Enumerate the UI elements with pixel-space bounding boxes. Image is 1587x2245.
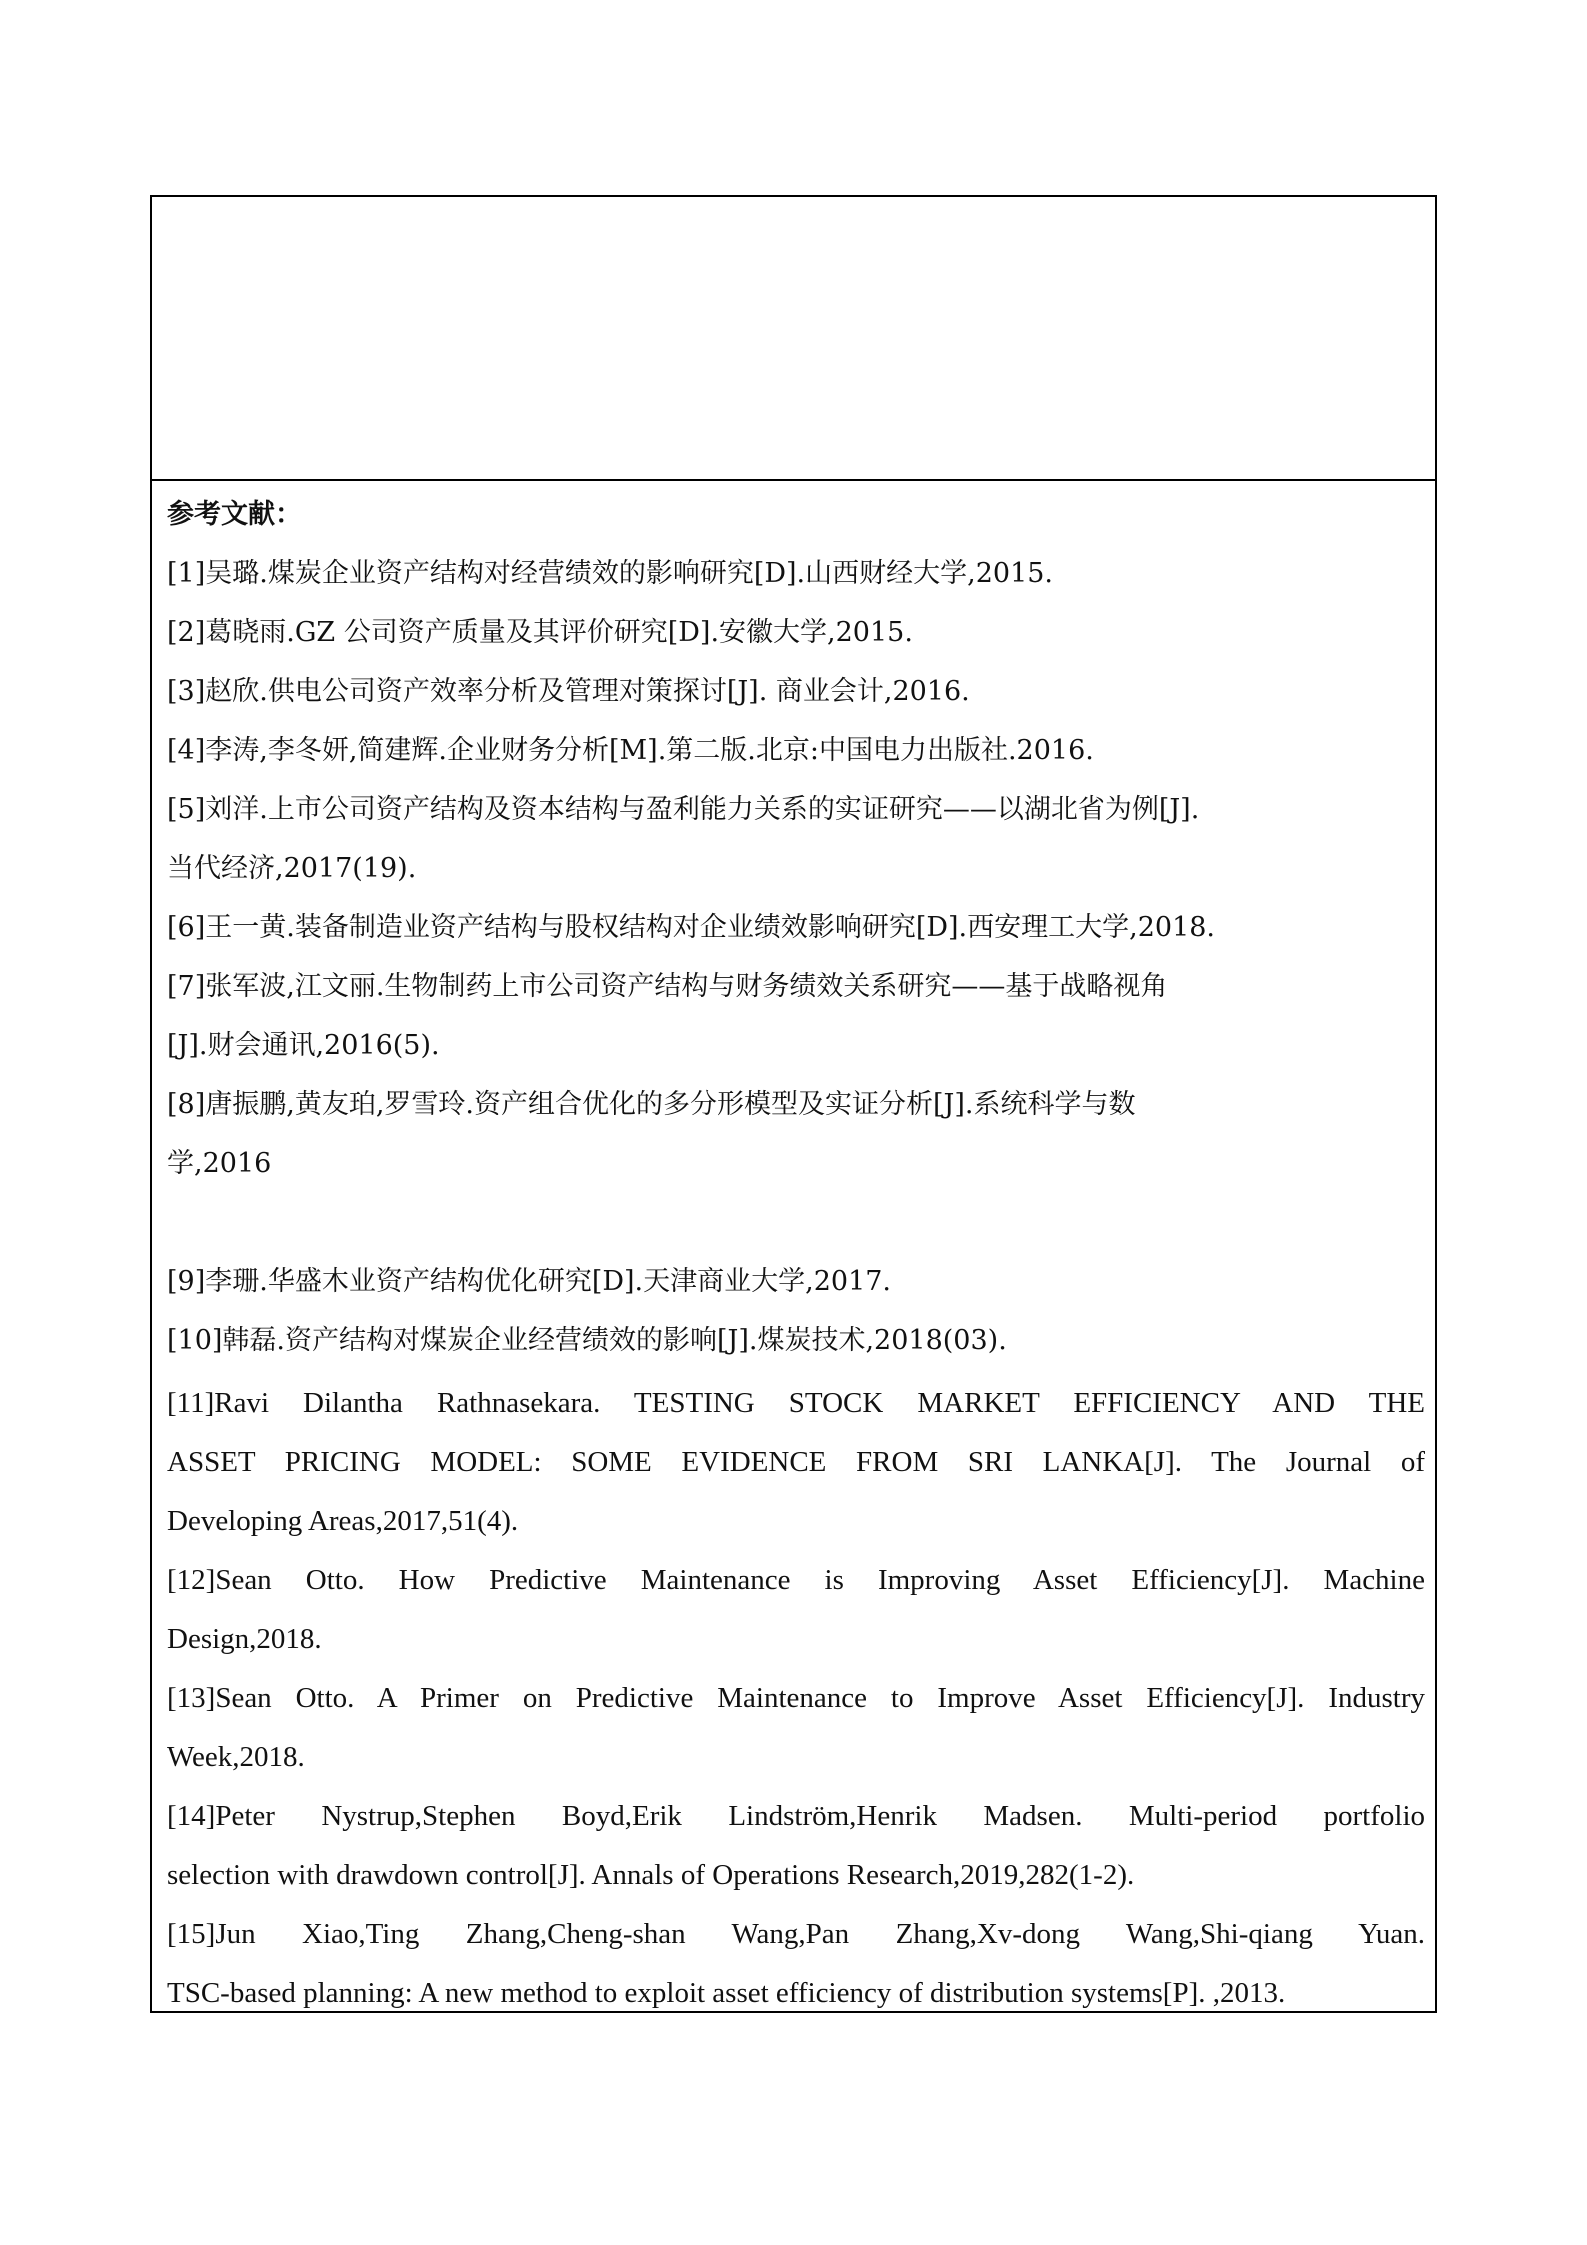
reference-line: [5]刘洋.上市公司资产结构及资本结构与盈利能力关系的实证研究——以湖北省为例[J]. <box>167 794 1200 825</box>
reference-line: ASSET PRICING MODEL: SOME EVIDENCE FROM SRI LANKA[J]. The Journal of <box>167 1446 1425 1478</box>
reference-item <box>167 1905 1425 2023</box>
reference-item <box>167 1374 1425 1551</box>
reference-line: [4]李涛,李冬妍,简建辉.企业财务分析[M].第二版.北京:中国电力出版社.2016. <box>167 735 1094 766</box>
reference-item <box>167 662 1425 721</box>
reference-line: [2]葛晓雨.GZ 公司资产质量及其评价研究[D].安徽大学,2015. <box>167 617 913 648</box>
reference-line: [7]张军波,江文丽.生物制药上市公司资产结构与财务绩效关系研究——基于战略视角 <box>167 971 1168 1002</box>
reference-line: selection with drawdown control[J]. Annals of Operations Research,2019,282(1-2). <box>167 1859 1135 1891</box>
reference-line: [9]李珊.华盛木业资产结构优化研究[D].天津商业大学,2017. <box>167 1266 892 1297</box>
references-section <box>167 485 1425 2023</box>
reference-item <box>167 1787 1425 1905</box>
reference-line: [8]唐振鹏,黄友珀,罗雪玲.资产组合优化的多分形模型及实证分析[J].系统科学与数 <box>167 1089 1136 1120</box>
reference-line: [11]Ravi Dilantha Rathnasekara. TESTING STOCK MARKET EFFICIENCY AND THE <box>167 1387 1425 1419</box>
reference-item <box>167 898 1425 957</box>
reference-line: [6]王一黄.装备制造业资产结构与股权结构对企业绩效影响研究[D].西安理工大学,2018. <box>167 912 1216 943</box>
reference-item <box>167 1075 1425 1193</box>
empty-top-cell <box>152 197 1435 481</box>
reference-line: [14]Peter Nystrup,Stephen Boyd,Erik Lindström,Henrik Madsen. Multi-period portfolio <box>167 1800 1425 1832</box>
reference-item <box>167 1311 1425 1370</box>
reference-item <box>167 1252 1425 1311</box>
reference-line: 当代经济,2017(19). <box>167 853 417 884</box>
reference-line: [3]赵欣.供电公司资产效率分析及管理对策探讨[J]. 商业会计,2016. <box>167 676 970 707</box>
reference-line: [1]吴璐.煤炭企业资产结构对经营绩效的影响研究[D].山西财经大学,2015. <box>167 558 1054 589</box>
reference-line: Week,2018. <box>167 1741 305 1773</box>
reference-item <box>167 780 1425 898</box>
reference-item <box>167 544 1425 603</box>
reference-line: [10]韩磊.资产结构对煤炭企业经营绩效的影响[J].煤炭技术,2018(03). <box>167 1325 1007 1356</box>
reference-line: [J].财会通讯,2016(5). <box>167 1030 440 1061</box>
reference-line: [15]Jun Xiao,Ting Zhang,Cheng-shan Wang,Pan Zhang,Xv-dong Wang,Shi-qiang Yuan. <box>167 1918 1425 1950</box>
reference-item <box>167 1551 1425 1669</box>
reference-item <box>167 1669 1425 1787</box>
reference-line: Design,2018. <box>167 1623 322 1655</box>
reference-item <box>167 603 1425 662</box>
reference-line: 学,2016 <box>167 1148 272 1179</box>
reference-line: [13]Sean Otto. A Primer on Predictive Maintenance to Improve Asset Efficiency[J]. Industry <box>167 1682 1425 1714</box>
references-heading: 参考文献： <box>167 499 302 530</box>
reference-item <box>167 721 1425 780</box>
reference-item <box>167 957 1425 1075</box>
reference-line: TSC-based planning: A new method to exploit asset efficiency of distribution systems[P]. ,2013. <box>167 1977 1286 2009</box>
reference-line: Developing Areas,2017,51(4). <box>167 1505 519 1537</box>
form-table <box>150 195 1437 2013</box>
reference-line: [12]Sean Otto. How Predictive Maintenance is Improving Asset Efficiency[J]. Machine <box>167 1564 1425 1596</box>
blank-line <box>167 1193 1425 1252</box>
